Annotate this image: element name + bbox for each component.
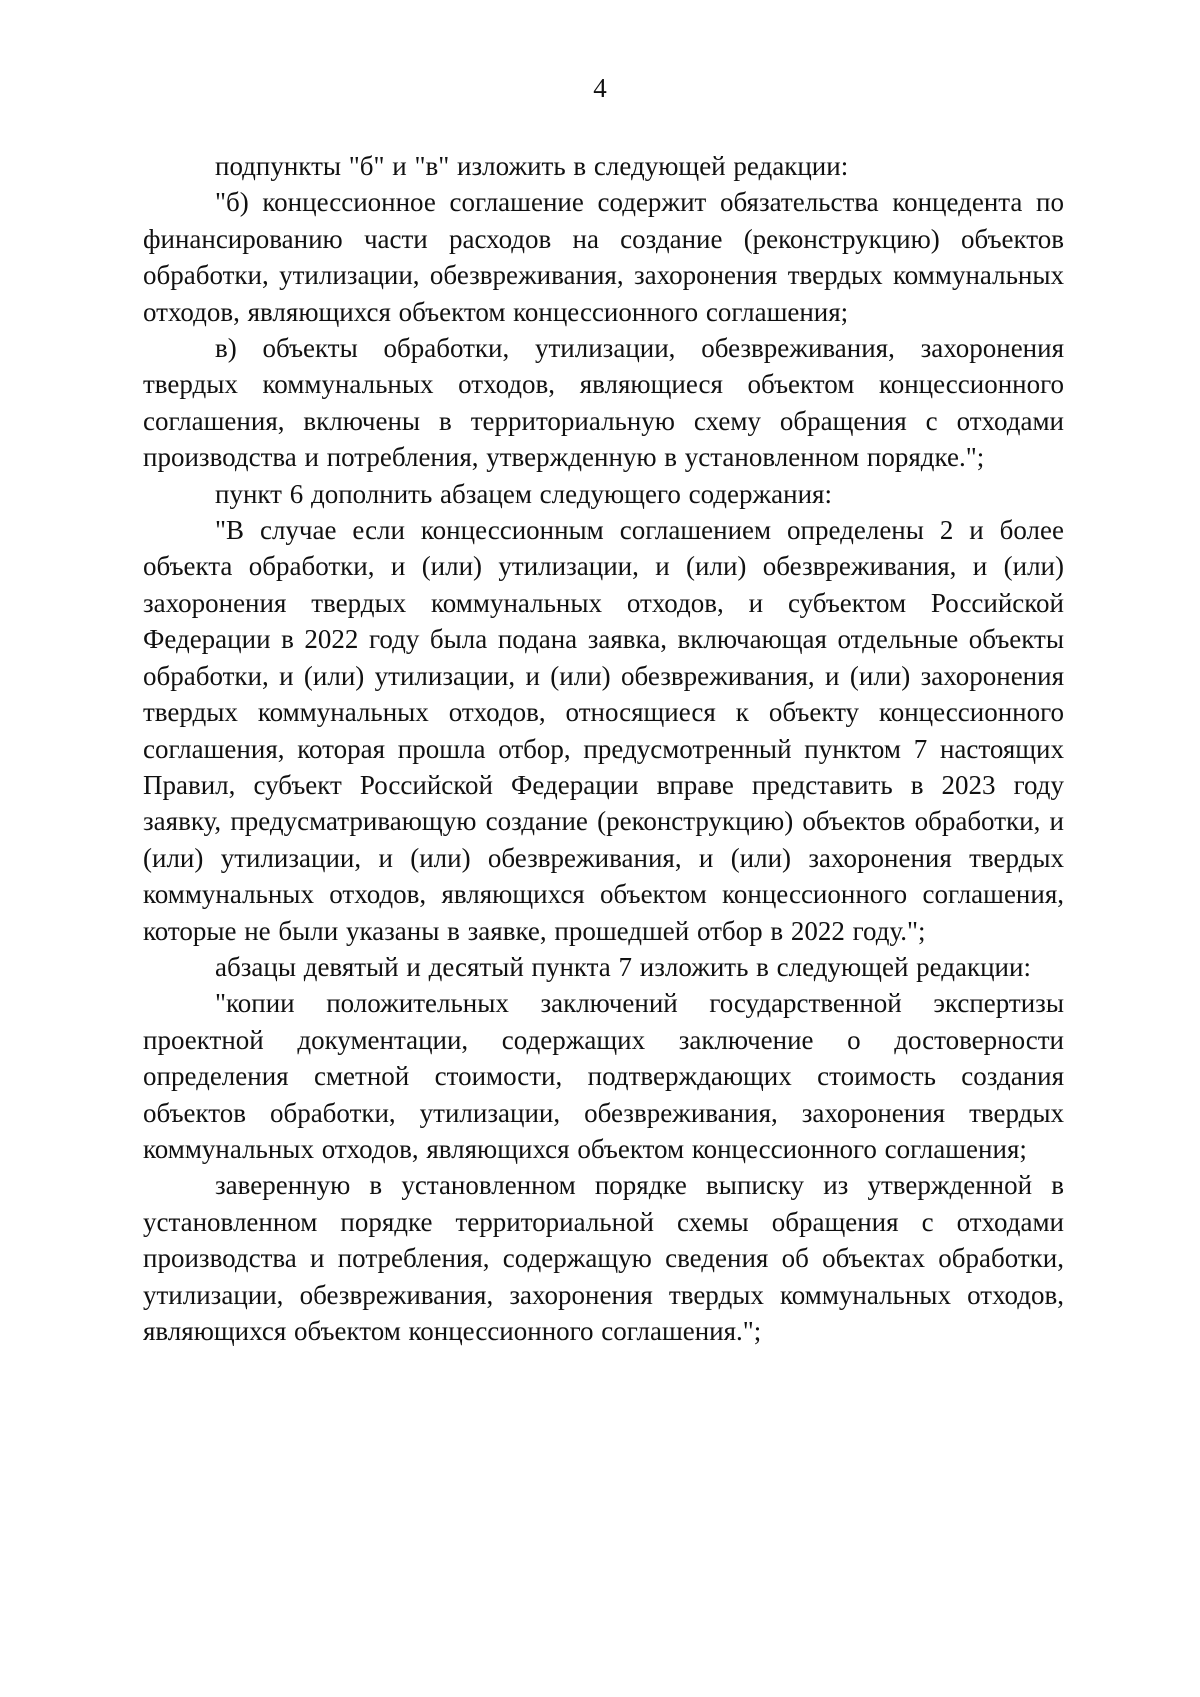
paragraph-subitems-intro: подпункты "б" и "в" изложить в следующей редакции: (215, 151, 849, 181)
paragraph-item-7-copies: "копии положительных заключений государственной экспертизы проектной документации, содержащих заключение о достоверности определения сметной стоимости, подтверждающих стоимость создания объектов обработки, утилизации, обезвреживания, захоронения твердых коммунальных отходов, являющихся объектом концессионного соглашения; (143, 988, 1064, 1164)
paragraph-item-7-intro: абзацы девятый и десятый пункта 7 изложить в следующей редакции: (215, 951, 1031, 982)
page-number: 4 (593, 73, 607, 103)
document-body (143, 148, 1064, 1349)
paragraph-subitem-v: в) объекты обработки, утилизации, обезвреживания, захоронения твердых коммунальных отходов, являющиеся объектом концессионного соглашения, включены в территориальную схему обращения с отходами производства и потребления, утвержденную в установленном порядке."; (143, 333, 1064, 473)
paragraph-item-6-intro: пункт 6 дополнить абзацем следующего содержания: (215, 478, 832, 509)
paragraph-subitem-b: "б) концессионное соглашение содержит обязательства концедента по финансированию части расходов на создание (реконструкцию) объектов обработки, утилизации, обезвреживания, захоронения твердых коммунальных отходов, являющихся объектом концессионного соглашения; (143, 187, 1064, 327)
paragraph-item-6-addition: "В случае если концесcионным соглашением определены 2 и более объекта обработки, и (или) утилизации, и (или) обезвреживания, и (или) захоронения твердых коммунальных отходов, и субъектом Российской Федерации в 2022 году была подана заявка, включающая отдельные объекты обработки, и (или) утилизации, и (или) обезвреживания, и (или) захоронения твердых коммунальных отходов, относящиеся к объекту концессионного соглашения, которая прошла отбор, предусмотренный пунктом 7 настоящих Правил, субъект Российской Федерации вправе представить в 2023 году заявку, предусматривающую создание (реконструкцию) объектов обработки, и (или) утилизации, и (или) обезвреживания, и (или) захоронения твердых коммунальных отходов, являющихся объектом концессионного соглашения, которые не были указаны в заявке, прошедшей отбор в 2022 году."; (143, 515, 1064, 946)
paragraph-item-7-extract: заверенную в установленном порядке выписку из утвержденной в установленном порядке территориальной схемы обращения с отходами производства и потребления, содержащую сведения об объектах обработки, утилизации, обезвреживания, захоронения твердых коммунальных отходов, являющихся объектом концессионного соглашения."; (143, 1170, 1064, 1346)
